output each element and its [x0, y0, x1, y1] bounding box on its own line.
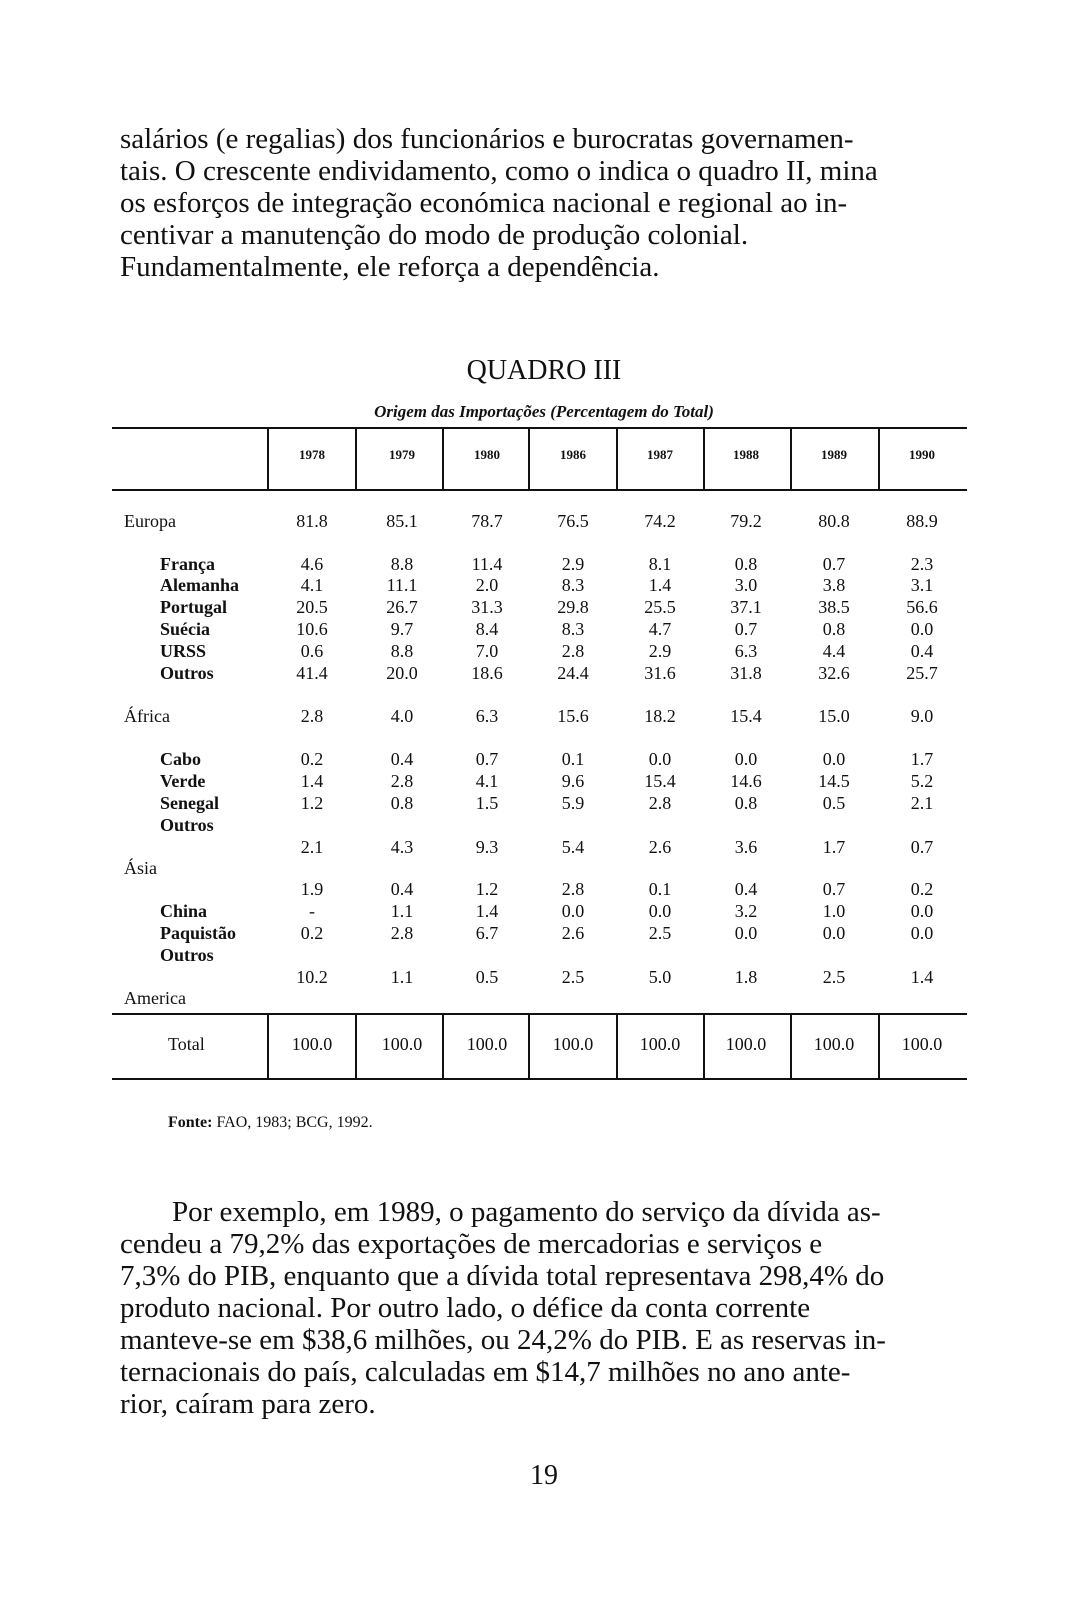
table-rule: [112, 1078, 967, 1080]
table-cell: 2.1: [910, 793, 934, 813]
table-cell: 100.0: [639, 1034, 681, 1054]
table-cell: 18.6: [471, 663, 503, 683]
table-cell: 0.0: [822, 923, 846, 943]
table-cell: 2.8: [561, 879, 585, 899]
row-label: URSS: [160, 641, 207, 661]
row-label: Paquistão: [160, 923, 237, 943]
table-cell: 10.2: [296, 967, 328, 987]
text-line: salários (e regalias) dos funcionários e burocratas governamen-: [120, 123, 854, 155]
text-line: os esforços de integração económica nacional e regional ao in-: [120, 187, 848, 219]
table-cell: 6.3: [475, 706, 499, 726]
table-cell: 5.4: [561, 837, 585, 857]
table-cell: 0.2: [910, 879, 934, 899]
text-line: produto nacional. Por outro lado, o défice da conta corrente: [120, 1292, 811, 1324]
row-label: Europa: [124, 511, 176, 531]
table-cell: 100.0: [901, 1034, 943, 1054]
source-text: FAO, 1983; BCG, 1992.: [216, 1114, 373, 1131]
table-cell: 9.7: [390, 619, 414, 639]
table-cell: 56.6: [906, 597, 938, 617]
text-line: 7,3% do PIB, enquanto que a dívida total representava 298,4% do: [120, 1260, 885, 1292]
table-cell: 1.2: [475, 879, 499, 899]
table-cell: 78.7: [471, 511, 503, 531]
table-cell: 1.7: [822, 837, 846, 857]
year-header: 1986: [560, 447, 586, 462]
table-cell: 0.0: [910, 901, 934, 921]
table-cell: 0.0: [910, 619, 934, 639]
table-cell: 2.0: [475, 575, 499, 595]
table-cell: 100.0: [725, 1034, 767, 1054]
table-cell: 9.0: [910, 706, 934, 726]
row-label: Suécia: [160, 619, 211, 639]
table-cell: 14.6: [730, 771, 762, 791]
table-cell: 85.1: [386, 511, 418, 531]
table-cell: 4.1: [475, 771, 499, 791]
table-cell: 80.8: [818, 511, 850, 531]
table-cell: 31.3: [471, 597, 503, 617]
table-source: [168, 1114, 373, 1132]
row-label: America: [124, 988, 186, 1008]
table-cell: 88.9: [906, 511, 938, 531]
table-cell: 0.0: [734, 923, 758, 943]
table-subtitle: Origem das Importações (Percentagem do Total): [374, 402, 714, 421]
table-cell: 0.1: [561, 749, 585, 769]
table-cell: 15.0: [818, 706, 850, 726]
table-cell: 8.8: [390, 641, 414, 661]
row-label: Outros: [160, 815, 214, 835]
table-cell: 3.2: [734, 901, 758, 921]
table-cell: 2.5: [822, 967, 846, 987]
table-cell: 0.7: [910, 837, 934, 857]
table-cell: 29.8: [557, 597, 589, 617]
table-cell: 1.9: [300, 879, 324, 899]
table-cell: 2.8: [390, 771, 414, 791]
table-cell: 2.5: [648, 923, 672, 943]
table-cell: 8.4: [475, 619, 499, 639]
table-cell: 25.5: [644, 597, 676, 617]
row-label: China: [160, 901, 208, 921]
table-cell: 9.3: [475, 837, 499, 857]
year-header: 1978: [299, 447, 325, 462]
table-cell: 15.4: [730, 706, 762, 726]
table-cell: 14.5: [818, 771, 850, 791]
table-rule: [112, 427, 967, 429]
table-cell: 1.2: [300, 793, 324, 813]
text-line: centivar a manutenção do modo de produção colonial.: [120, 219, 749, 251]
year-header: 1987: [647, 447, 673, 462]
table-cell: 0.4: [390, 879, 414, 899]
text-line: Por exemplo, em 1989, o pagamento do serviço da dívida as-: [172, 1196, 881, 1228]
table-cell: 0.7: [734, 619, 758, 639]
table-cell: 2.1: [300, 837, 324, 857]
row-label: Portugal: [160, 597, 227, 617]
text-line: cendeu a 79,2% das exportações de mercadorias e serviços e: [120, 1228, 823, 1260]
table-cell: 15.6: [557, 706, 589, 726]
table-cell: 11.4: [471, 554, 503, 574]
table-cell: 100.0: [466, 1034, 508, 1054]
table-cell: 100.0: [291, 1034, 333, 1054]
text-line: Fundamentalmente, ele reforça a dependência.: [120, 251, 660, 283]
row-label: França: [160, 554, 215, 574]
table-cell: 26.7: [386, 597, 418, 617]
table-rule: [112, 1013, 967, 1015]
table-cell: 4.4: [822, 641, 846, 661]
table-cell: 4.3: [390, 837, 414, 857]
table-cell: 2.6: [561, 923, 585, 943]
table-cell: 15.4: [644, 771, 676, 791]
table-cell: 11.1: [386, 575, 418, 595]
table-cell: 38.5: [818, 597, 850, 617]
table-cell: 8.1: [648, 554, 672, 574]
table-cell: 4.7: [648, 619, 672, 639]
table-cell: 31.6: [644, 663, 676, 683]
table-cell: -: [309, 901, 315, 921]
table-cell: 0.6: [300, 641, 324, 661]
table-cell: 0.1: [648, 879, 672, 899]
table-cell: 2.8: [561, 641, 585, 661]
table-cell: 1.8: [734, 967, 758, 987]
row-label: Ásia: [124, 858, 157, 878]
table-cell: 76.5: [557, 511, 589, 531]
source-label: Fonte:: [168, 1114, 213, 1131]
table-cell: 2.8: [390, 923, 414, 943]
table-cell: 3.8: [822, 575, 846, 595]
table-cell: 2.9: [561, 554, 585, 574]
table-cell: 0.4: [390, 749, 414, 769]
table-cell: 41.4: [296, 663, 328, 683]
table-cell: 3.1: [910, 575, 934, 595]
table-cell: 2.5: [561, 967, 585, 987]
table-cell: 0.0: [910, 923, 934, 943]
table-cell: 1.4: [475, 901, 499, 921]
table-cell: 5.9: [561, 793, 585, 813]
row-label: Senegal: [160, 793, 220, 813]
table-cell: 2.8: [300, 706, 324, 726]
table-cell: 1.4: [910, 967, 934, 987]
table-cell: 0.0: [648, 901, 672, 921]
table-cell: 8.3: [561, 575, 585, 595]
table-cell: 0.0: [648, 749, 672, 769]
table-cell: 7.0: [475, 641, 499, 661]
table-cell: 31.8: [730, 663, 762, 683]
page-number: 19: [530, 1460, 558, 1491]
table-cell: 81.8: [296, 511, 328, 531]
table-cell: 0.0: [561, 901, 585, 921]
row-label: Cabo: [160, 749, 202, 769]
table-cell: 0.2: [300, 749, 324, 769]
text-line: tais. O crescente endividamento, como o indica o quadro II, mina: [120, 155, 878, 187]
text-line: manteve-se em $38,6 milhões, ou 24,2% do PIB. E as reservas in-: [120, 1324, 886, 1356]
row-label: Outros: [160, 945, 214, 965]
table-title: QUADRO III: [466, 355, 622, 386]
table-cell: 0.5: [475, 967, 499, 987]
table-cell: 0.7: [475, 749, 499, 769]
table-cell: 1.4: [300, 771, 324, 791]
table-cell: 0.2: [300, 923, 324, 943]
table-cell: 100.0: [552, 1034, 594, 1054]
table-cell: 100.0: [381, 1034, 423, 1054]
text-line: rior, caíram para zero.: [120, 1388, 376, 1420]
table-cell: 2.8: [648, 793, 672, 813]
table-cell: 9.6: [561, 771, 585, 791]
table-cell: 2.3: [910, 554, 934, 574]
table-cell: 3.0: [734, 575, 758, 595]
table-cell: 25.7: [906, 663, 938, 683]
table-cell: 6.7: [475, 923, 499, 943]
table-cell: 79.2: [730, 511, 762, 531]
row-label: Alemanha: [160, 575, 240, 595]
table-cell: 0.4: [910, 641, 934, 661]
table-cell: 1.1: [390, 967, 414, 987]
table-cell: 37.1: [730, 597, 762, 617]
table-cell: 4.1: [300, 575, 324, 595]
year-header: 1979: [389, 447, 415, 462]
year-header: 1989: [821, 447, 847, 462]
table-cell: 0.0: [734, 749, 758, 769]
year-header: 1980: [474, 447, 500, 462]
table-cell: 0.5: [822, 793, 846, 813]
text-line: ternacionais do país, calculadas em $14,7 milhões no ano ante-: [120, 1356, 851, 1388]
table-cell: 0.8: [734, 793, 758, 813]
table-cell: 3.6: [734, 837, 758, 857]
table-cell: 8.8: [390, 554, 414, 574]
table-cell: 8.3: [561, 619, 585, 639]
table-cell: 20.0: [386, 663, 418, 683]
table-rule: [112, 489, 967, 491]
table-cell: 1.4: [648, 575, 672, 595]
row-label: Total: [168, 1034, 205, 1054]
table-cell: 5.0: [648, 967, 672, 987]
table-cell: 0.8: [822, 619, 846, 639]
table-cell: 0.4: [734, 879, 758, 899]
row-label: Verde: [160, 771, 206, 791]
table-cell: 6.3: [734, 641, 758, 661]
table-cell: 5.2: [910, 771, 934, 791]
table-cell: 1.0: [822, 901, 846, 921]
table-cell: 0.0: [822, 749, 846, 769]
table-cell: 2.6: [648, 837, 672, 857]
table-cell: 1.7: [910, 749, 934, 769]
year-header: 1988: [733, 447, 759, 462]
table-cell: 1.1: [390, 901, 414, 921]
table-cell: 74.2: [644, 511, 676, 531]
table-cell: 0.7: [822, 554, 846, 574]
table-cell: 2.9: [648, 641, 672, 661]
row-label: Outros: [160, 663, 214, 683]
row-label: África: [124, 706, 170, 726]
table-cell: 1.5: [475, 793, 499, 813]
paragraph-2: [120, 1196, 975, 1420]
table-cell: 0.8: [390, 793, 414, 813]
table-cell: 100.0: [813, 1034, 855, 1054]
table-cell: 4.6: [300, 554, 324, 574]
table-cell: 20.5: [296, 597, 328, 617]
table-cell: 4.0: [390, 706, 414, 726]
table-cell: 0.8: [734, 554, 758, 574]
table-cell: 10.6: [296, 619, 328, 639]
year-header: 1990: [909, 447, 935, 462]
table-cell: 32.6: [818, 663, 850, 683]
table-cell: 18.2: [644, 706, 676, 726]
table-cell: 24.4: [557, 663, 589, 683]
table-cell: 0.7: [822, 879, 846, 899]
